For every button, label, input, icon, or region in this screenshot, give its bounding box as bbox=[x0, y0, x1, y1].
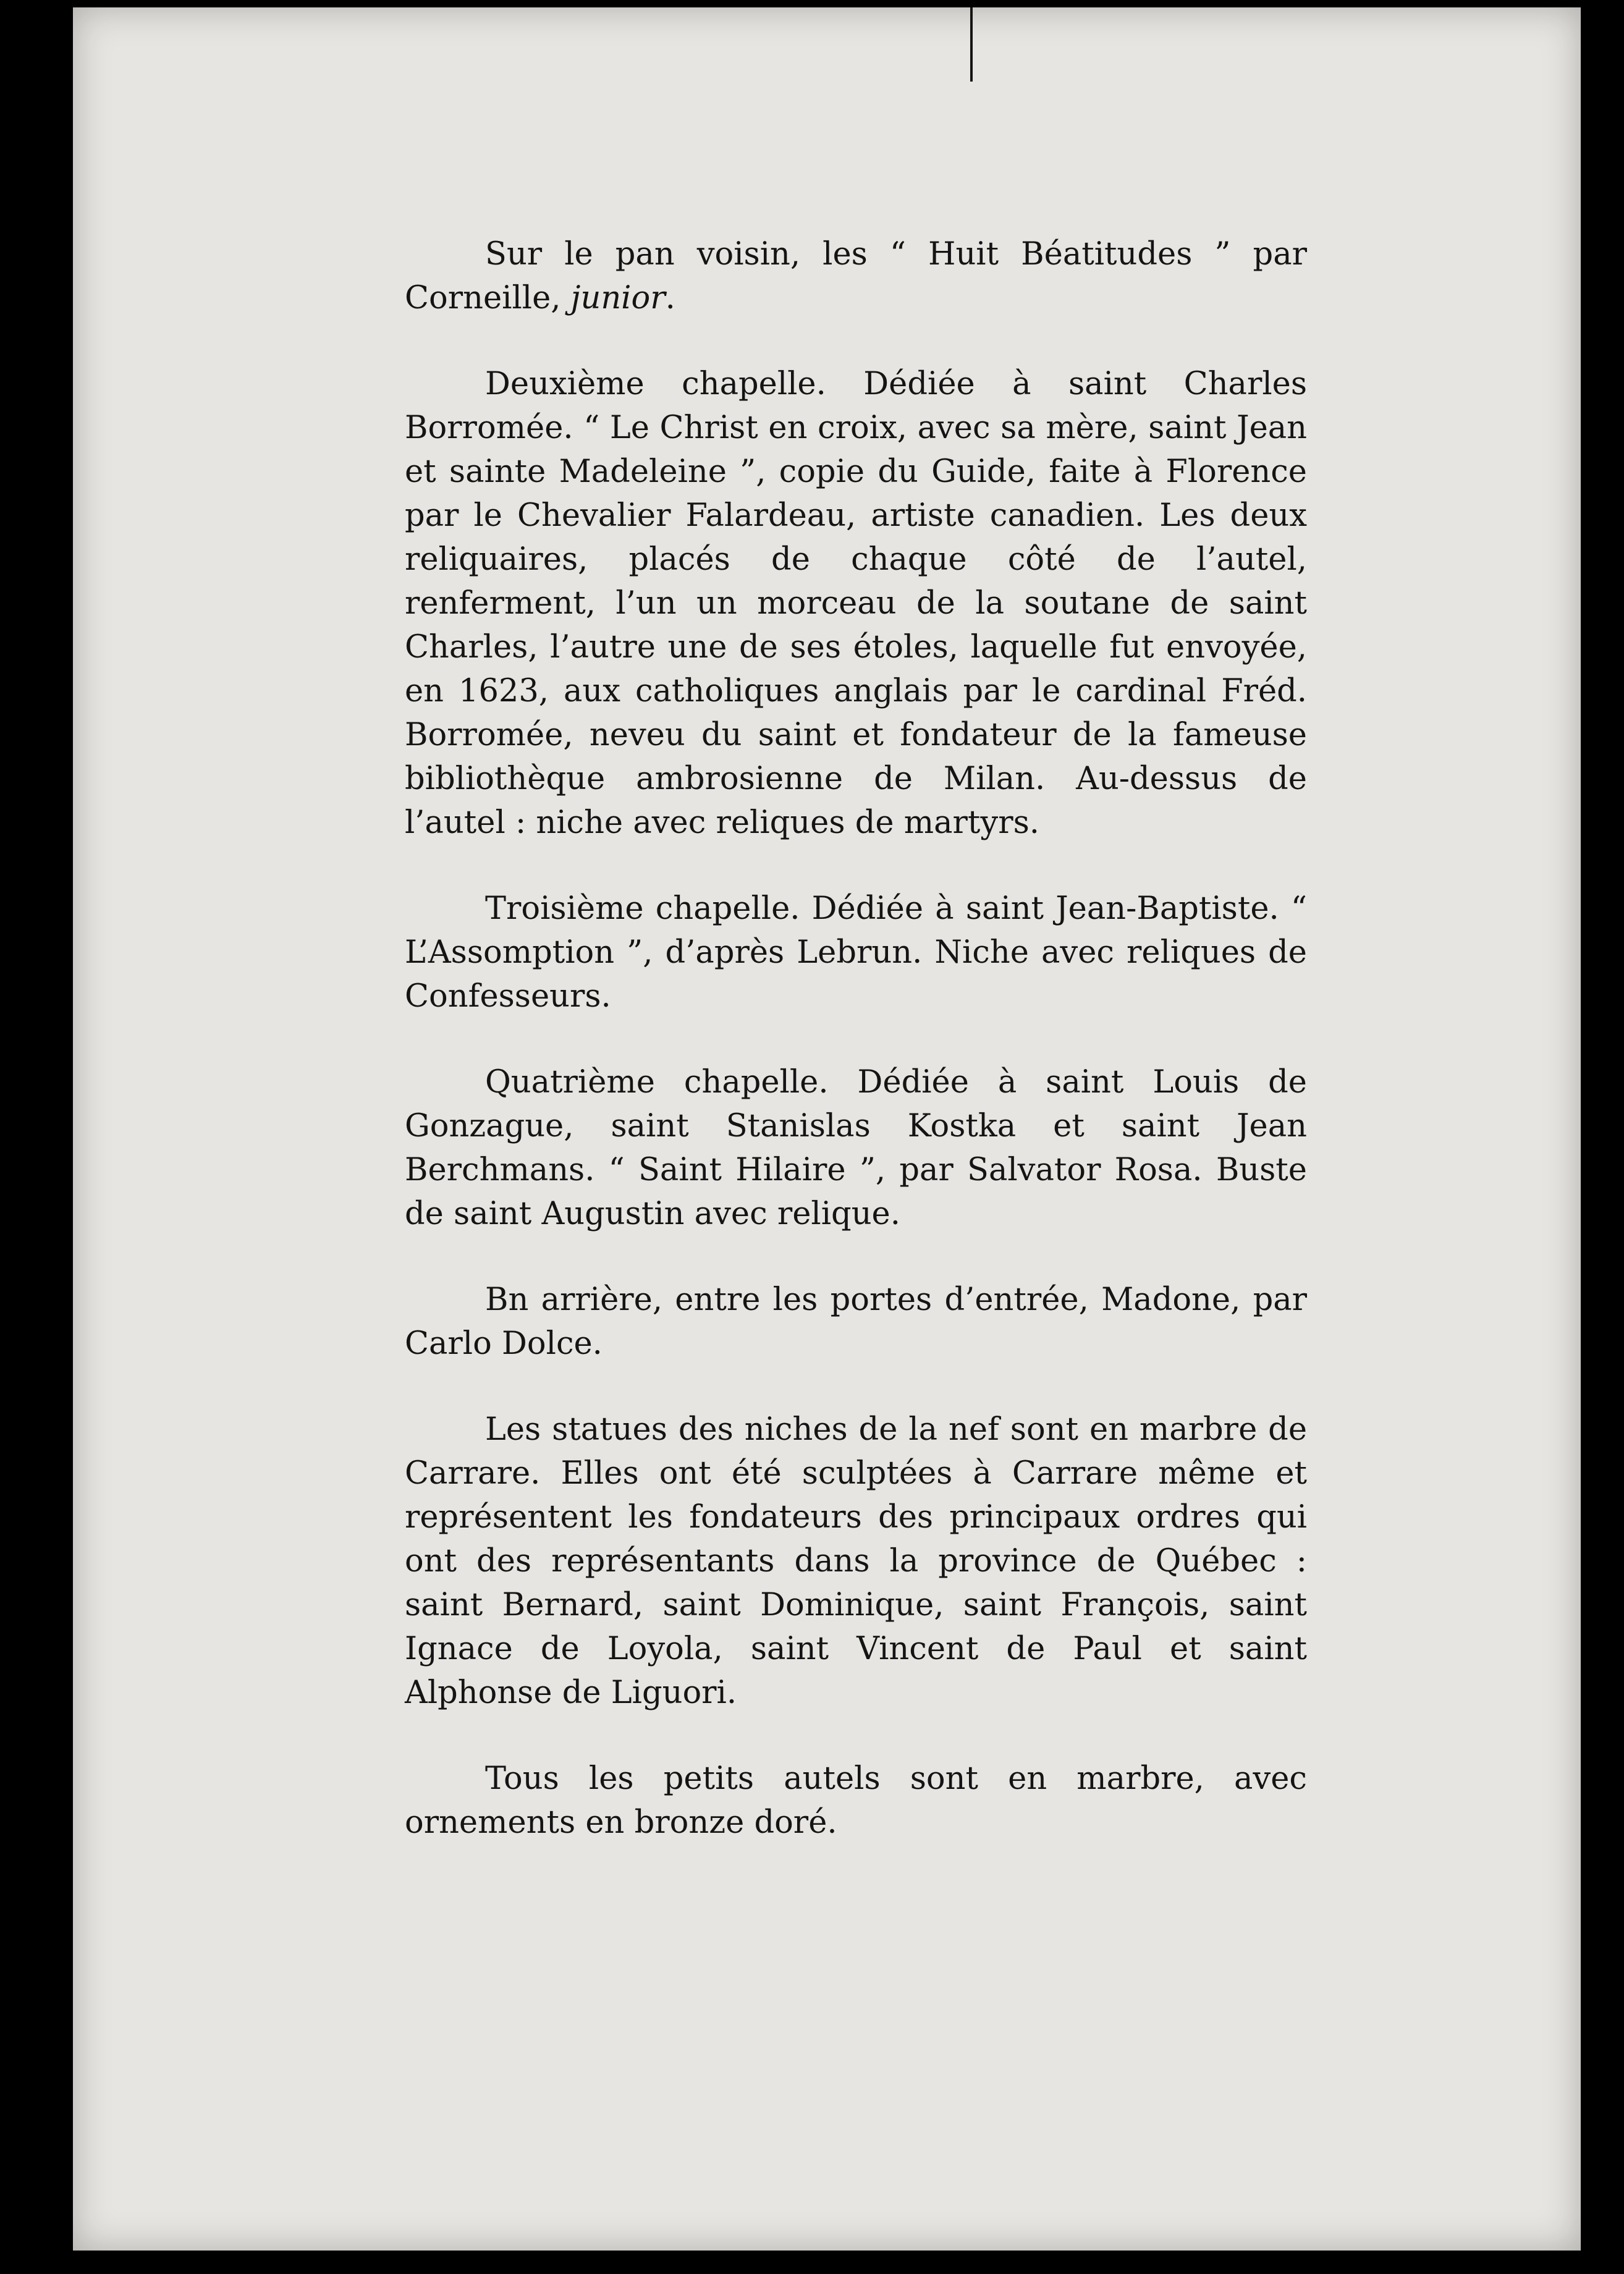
crease-mark bbox=[970, 7, 973, 82]
paragraph-6: Les statues des niches de la nef sont en marbre de Carrare. Elles ont été sculptées à Carrare même et représentent les fondateurs des principaux ordres qui ont des représentants dans la province de Québec : saint Bernard, saint Dominique, saint François, saint Ignace de Loyola, saint Vincent de Paul et saint Alphonse de Liguori. bbox=[405, 1411, 1307, 1711]
paragraph-2: Deuxième chapelle. Dédiée à saint Charles Borromée. “ Le Christ en croix, avec sa mère, saint Jean et sainte Madeleine ”, copie du Guide, faite à Florence par le Chevalier Falardeau, artiste canadien. Les deux reliquaires, placés de chaque côté de l’autel, renferment, l’un un morceau de la soutane de saint Charles, l’autre une de ses étoles, laquelle fut envoyée, en 1623, aux catholiques anglais par le cardinal Fréd. Borromée, neveu du saint et fondateur de la fameuse bibliothèque ambrosienne de Milan. Au-dessus de l’autel : niche avec reliques de martyrs. bbox=[405, 366, 1307, 841]
paragraph-1-end: . bbox=[665, 280, 675, 316]
paragraph-1-text: Sur le pan voisin, les “ Huit Béatitudes ” par Corneille, bbox=[405, 236, 1307, 316]
paragraph-3: Troisième chapelle. Dédiée à saint Jean-Baptiste. “ L’Assomption ”, d’après Lebrun. Niche avec reliques de Confesseurs. bbox=[405, 890, 1307, 1015]
paragraph-1 bbox=[405, 232, 1307, 320]
paragraph-1-italic: junior bbox=[570, 280, 666, 316]
body-text bbox=[405, 232, 1307, 1887]
paragraph-5: Bn arrière, entre les portes d’entrée, Madone, par Carlo Dolce. bbox=[405, 1282, 1307, 1362]
paragraph-7: Tous les petits autels sont en marbre, avec ornements en bronze doré. bbox=[405, 1760, 1307, 1841]
paragraph-4: Quatrième chapelle. Dédiée à saint Louis de Gonzague, saint Stanislas Kostka et saint Jean Berchmans. “ Saint Hilaire ”, par Salvator Rosa. Buste de saint Augustin avec relique. bbox=[405, 1064, 1307, 1232]
